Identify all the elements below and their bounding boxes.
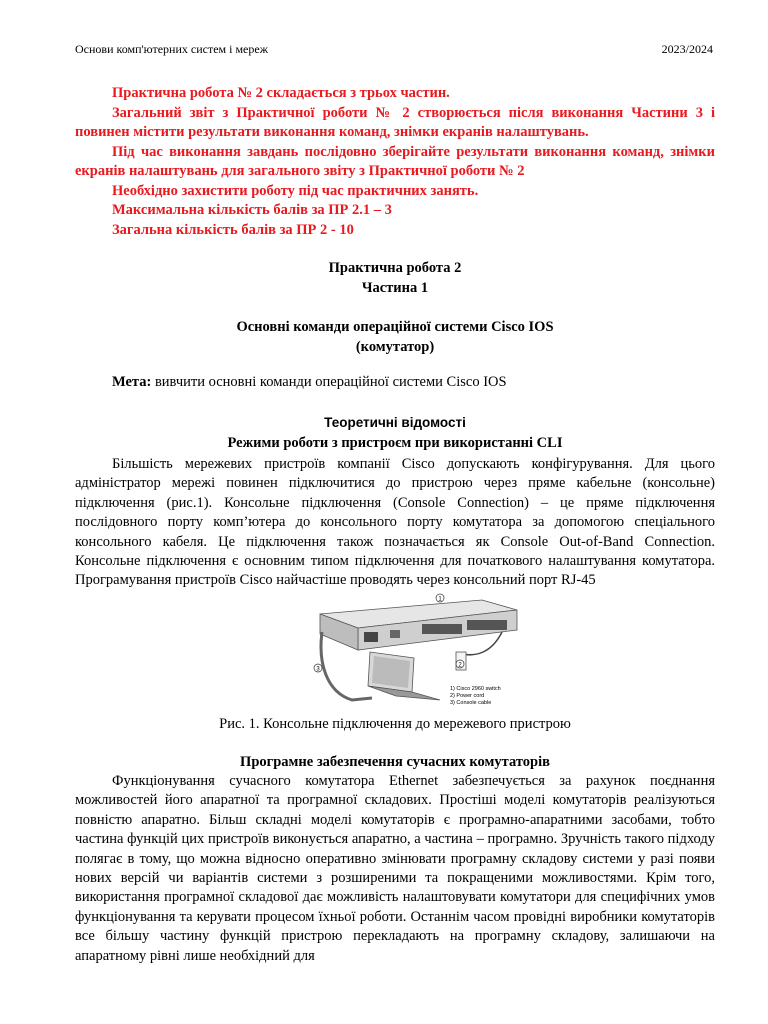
topic-subtitle: (комутатор) [355,339,435,355]
switch-image [320,600,517,650]
goal-line [112,373,712,392]
theory-subheading: Режими роботи з пристроєм при використанні CLI [227,435,563,451]
page-header [75,42,713,57]
goal-text: вивчити основні команди операційної системи Cisco IOS [154,374,507,390]
callout-1-label: 1 [438,596,442,603]
legend-line: 3) Console cable [450,700,492,706]
console-connection-figure [312,592,520,710]
academic-year: 2023/2024 [661,42,713,56]
notice-line: Загальна кількість балів за ПР 2 - 10 [112,221,354,238]
theory-paragraph: Більшість мережевих пристроїв компанії Cisco допускають конфігурування. Для цього адміністратор мережі повинен підключитися до пристрою через пряме кабельне (консольне) підключення (рис.1). Консольне підключення (Console Connection) – це пряме підключення послідовного порту комп’ютера до консольного порту комутатора за допомогою спеціального консольного кабеля. Це підключення також позначається як Console Out-of-Band Connection. Консольне підключення є основним типом підключення для початкового налаштування комутатора. Програмування пристроїв Cisco найчастіше проводять через консольний порт RJ-45 [75,456,715,589]
laptop-image [368,652,440,700]
figure-caption: Рис. 1. Консольне підключення до мережевого пристрою [219,716,571,732]
notice-line: Максимальна кількість балів за ПР 2.1 – 3 [112,202,392,218]
notice-line: Під час виконання завдань послідовно зберігайте результати виконання команд, знімки екранів налаштувань для загального звіту з Практичної роботи № 2 [75,143,715,179]
goal-label: Мета: [112,374,152,390]
work-title: Практична робота 2 [328,260,462,276]
course-title: Основи комп'ютерних систем і мереж [75,42,269,56]
part-title: Частина 1 [361,280,429,296]
topic-title: Основні команди операційної системи Cisco IOS [236,319,554,335]
notice-line: Практична робота № 2 складається з трьох частин. [112,85,450,101]
legend-line: 1) Cisco 2960 switch [450,686,501,692]
callout-2-label: 2 [458,662,462,669]
legend-line: 2) Power cord [450,693,485,699]
notice-block [75,84,715,240]
software-paragraph: Функціонування сучасного комутатора Ethernet забезпечується за рахунок поєднання можливостей його апаратної та програмної складових. Простіші моделі комутаторів реалізуються повністю апаратно. Більш складні моделі комутаторів є програмно-апаратними засобами, тобто частина функцій цих пристроїв виконується апаратно, а частина – програмно. Зручність такого підходу полягає в тому, що можна відносно оперативно змінювати програмну складову системи у разі появи нових версій чи варіантів системи з розширеними та покращеними можливостями. Крім того, використання програмної складової дає можливість налаштовувати комутатори для специфічних умов функціонування та керувати процесом їхньої роботи. Останнім часом провідні виробники комутаторів все більшу частину функцій пристрою перекладають на програмну складову, залишаючи на апаратному рівні лише необхідний для [75,773,715,964]
software-heading: Програмне забезпечення сучасних комутаторів [240,754,550,770]
notice-line: Загальний звіт з Практичної роботи № 2 створюється після виконання Частини 3 і повинен містити результати виконання команд, знімки екранів налаштувань. [75,104,715,140]
notice-line: Необхідно захистити роботу під час практичних занять. [112,182,479,199]
callout-3-label: 3 [316,666,320,673]
theory-heading: Теоретичні відомості [324,415,466,430]
